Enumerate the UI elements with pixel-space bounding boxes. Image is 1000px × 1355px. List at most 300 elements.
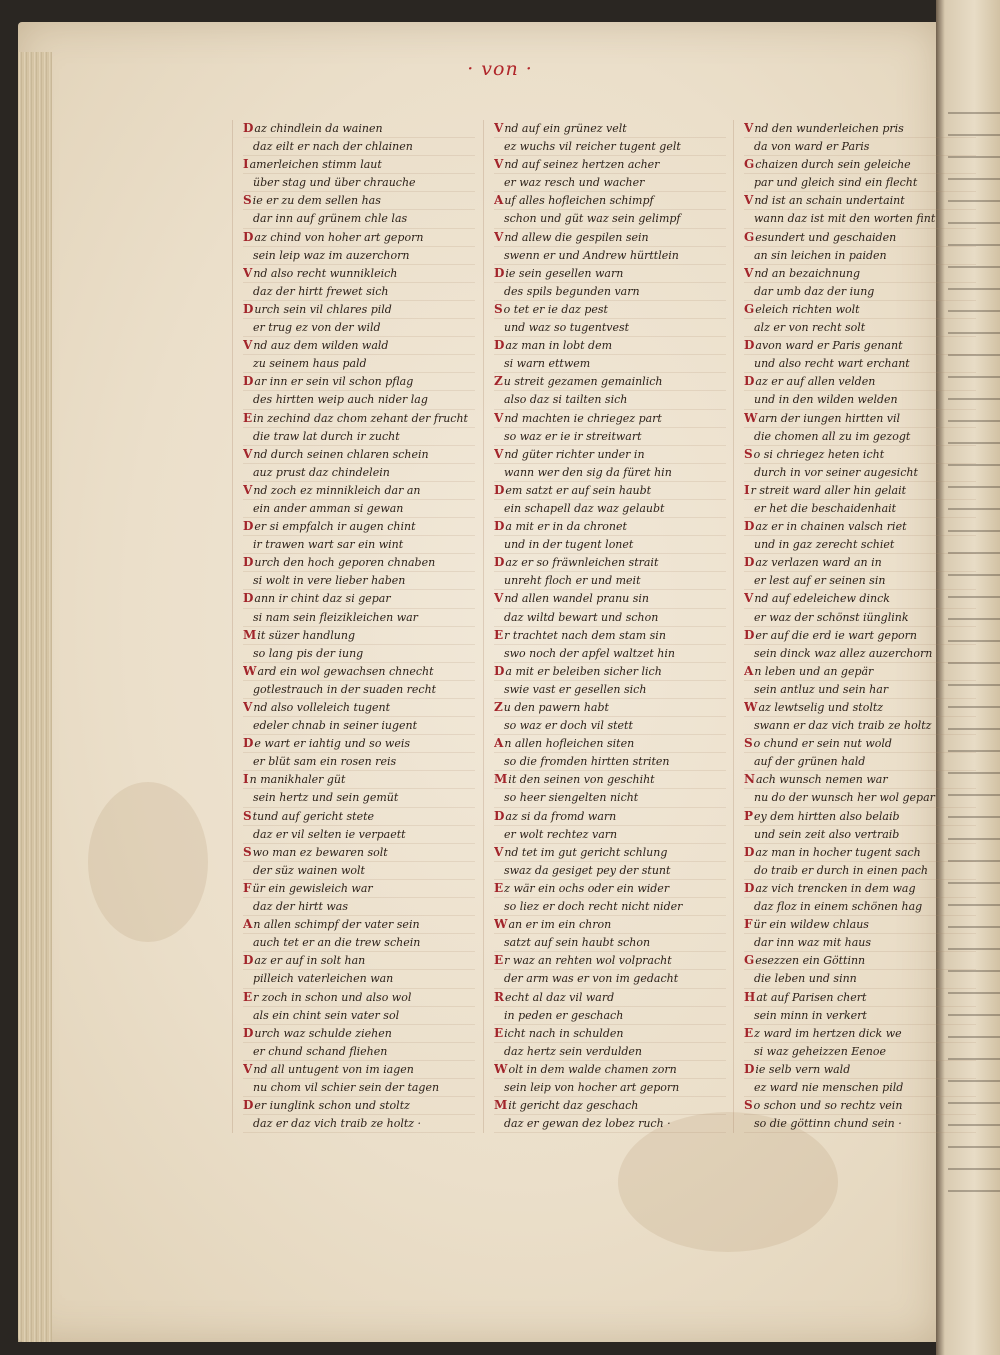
- rubric-initial: V: [243, 265, 253, 280]
- rubric-initial: D: [243, 591, 254, 606]
- verse-line: [744, 319, 976, 337]
- verse-line: [243, 536, 475, 554]
- verse-line: [243, 138, 475, 156]
- verse-text: ir trawen wart sar ein wint: [253, 538, 404, 552]
- verse-text: und waz so tugentvest: [504, 321, 630, 335]
- verse-line: [744, 500, 976, 518]
- rubric-initial: E: [243, 989, 253, 1004]
- verse-text: ie selb vern wald: [755, 1062, 851, 1076]
- verse-text: nd auf seinez hertzen acher: [504, 158, 660, 172]
- rubric-initial: V: [243, 482, 253, 497]
- verse-text: an sin leichen in paiden: [754, 248, 887, 262]
- verse-line: [494, 174, 726, 192]
- verse-line: [494, 138, 726, 156]
- rubric-initial: D: [494, 265, 505, 280]
- verse-line: [744, 717, 976, 735]
- verse-line: [494, 1025, 726, 1043]
- verse-line: [494, 789, 726, 807]
- verse-text: in zechind daz chom zehant der frucht: [253, 411, 468, 425]
- rubric-initial: D: [494, 482, 505, 497]
- verse-text: er wolt rechtez varn: [504, 827, 618, 841]
- verse-text: nd auz dem wilden wald: [253, 339, 389, 353]
- verse-text: dar umb daz der iung: [754, 284, 875, 298]
- verse-line: [243, 446, 475, 464]
- verse-line: [494, 880, 726, 898]
- verse-line: [243, 247, 475, 265]
- verse-text: und sein zeit also vertraib: [754, 827, 900, 841]
- verse-line: [494, 572, 726, 590]
- verse-text: so liez er doch recht nicht nider: [504, 900, 683, 914]
- verse-line: [744, 1007, 976, 1025]
- rubric-initial: E: [494, 627, 504, 642]
- verse-line: [243, 337, 475, 355]
- rubric-initial: W: [744, 410, 758, 425]
- verse-line: [494, 862, 726, 880]
- rubric-initial: D: [494, 808, 505, 823]
- rubric-initial: E: [243, 410, 253, 425]
- rubric-initial: D: [243, 229, 254, 244]
- rubric-initial: V: [494, 591, 504, 606]
- verse-text: az er so fräwnleichen strait: [505, 556, 659, 570]
- verse-line: [243, 880, 475, 898]
- verse-line: [494, 301, 726, 319]
- verse-line: [744, 428, 976, 446]
- verse-line: [744, 699, 976, 717]
- rubric-initial: M: [494, 1098, 508, 1113]
- verse-text: sein antluz und sein har: [754, 682, 889, 696]
- verse-line: [494, 428, 726, 446]
- verse-line: [243, 355, 475, 373]
- verse-line: [744, 627, 976, 645]
- verse-line: [243, 301, 475, 319]
- verse-line: [494, 1097, 726, 1115]
- verse-text: daz er daz vich traib ze holtz ·: [253, 1117, 422, 1131]
- verse-text: swie vast er gesellen sich: [504, 682, 647, 696]
- verse-line: [243, 210, 475, 228]
- verse-text: em satzt er auf sein haubt: [505, 483, 652, 497]
- verse-line: [494, 229, 726, 247]
- verse-text: so lang pis der iung: [253, 646, 364, 660]
- verse-text: ard ein wol gewachsen chnecht: [257, 664, 434, 678]
- verse-text: zu seinem haus pald: [253, 357, 367, 371]
- verse-line: [243, 590, 475, 608]
- verse-line: [744, 1025, 976, 1043]
- verse-line: [494, 663, 726, 681]
- verse-text: die chomen all zu im gezogt: [754, 429, 911, 443]
- rubric-initial: D: [243, 953, 254, 968]
- verse-line: [494, 681, 726, 699]
- verse-line: [744, 410, 976, 428]
- rubric-initial: A: [744, 663, 754, 678]
- verse-line: [744, 1097, 976, 1115]
- verse-text: avon ward er Paris genant: [755, 339, 903, 353]
- verse-text: az man in lobt dem: [505, 339, 613, 353]
- rubric-initial: D: [243, 1098, 254, 1113]
- verse-text: auf der grünen hald: [754, 755, 866, 769]
- verse-text: esundert und geschaiden: [755, 230, 897, 244]
- verse-text: at auf Parisen chert: [756, 990, 867, 1004]
- verse-text: wann daz ist mit den worten fint: [754, 212, 936, 226]
- verse-text: sein minn in verkert: [754, 1008, 867, 1022]
- verse-line: [744, 464, 976, 482]
- verse-line: [744, 970, 976, 988]
- rubric-initial: D: [243, 301, 254, 316]
- verse-line: [243, 373, 475, 391]
- verse-text: ach wunsch nemen war: [755, 773, 888, 787]
- rubric-initial: R: [494, 989, 504, 1004]
- rubric-initial: S: [744, 736, 753, 751]
- verse-text: er iunglink schon und stoltz: [254, 1099, 410, 1113]
- verse-text: auch tet er an die trew schein: [253, 936, 421, 950]
- verse-text: az chind von hoher art geporn: [254, 230, 424, 244]
- verse-line: [494, 265, 726, 283]
- verse-text: z wär ein ochs oder ein wider: [504, 881, 670, 895]
- rubric-initial: V: [744, 121, 754, 135]
- verse-text: nd zoch ez minnikleich dar an: [253, 483, 421, 497]
- rubric-initial: V: [744, 193, 754, 208]
- verse-line: [494, 500, 726, 518]
- verse-text: so waz er doch vil stett: [504, 719, 633, 733]
- verse-text: sein leip waz im auzerchorn: [253, 248, 410, 262]
- verse-line: [243, 681, 475, 699]
- verse-line: [494, 699, 726, 717]
- verse-line: [243, 753, 475, 771]
- verse-line: [744, 572, 976, 590]
- rubric-initial: D: [243, 1025, 254, 1040]
- verse-text: n leben und an gepär: [754, 664, 874, 678]
- verse-text: si wolt in vere lieber haben: [253, 574, 406, 588]
- verse-text: ar inn er sein vil schon pflag: [254, 375, 414, 389]
- verse-text: r zoch in schon und also wol: [253, 990, 412, 1004]
- verse-text: des spils begunden varn: [504, 284, 640, 298]
- verse-text: er si empfalch ir augen chint: [254, 520, 416, 534]
- verse-line: [243, 1007, 475, 1025]
- verse-text: it süzer handlung: [257, 628, 356, 642]
- rubric-initial: E: [744, 1025, 754, 1040]
- verse-line: [494, 627, 726, 645]
- verse-text: die traw lat durch ir zucht: [253, 429, 400, 443]
- verse-line: [243, 174, 475, 192]
- verse-text: nd ist an schain undertaint: [754, 194, 905, 208]
- page-heading: · von ·: [467, 58, 533, 80]
- rubric-initial: D: [494, 519, 505, 534]
- verse-line: [494, 609, 726, 627]
- verse-line: [744, 1115, 976, 1133]
- verse-text: ey dem hirtten also belaib: [754, 809, 900, 823]
- verse-line: [744, 663, 976, 681]
- verse-line: [243, 789, 475, 807]
- verse-line: [744, 301, 976, 319]
- verse-line: [744, 1079, 976, 1097]
- rubric-initial: D: [243, 374, 254, 389]
- rubric-initial: V: [494, 157, 504, 172]
- verse-line: [744, 174, 976, 192]
- verse-text: und in gaz zerecht schiet: [754, 538, 895, 552]
- verse-text: nd tet im gut gericht schlung: [504, 845, 668, 859]
- verse-line: [744, 391, 976, 409]
- rubric-initial: I: [243, 157, 249, 172]
- verse-line: [744, 247, 976, 265]
- verse-line: [744, 771, 976, 789]
- verse-text: daz er gewan dez lobez ruch ·: [504, 1117, 671, 1131]
- verse-text: durch in vor seiner augesicht: [754, 465, 918, 479]
- verse-text: r streit ward aller hin gelait: [750, 483, 907, 497]
- verse-text: par und gleich sind ein flecht: [754, 176, 918, 190]
- rubric-initial: S: [744, 446, 753, 461]
- verse-line: [243, 952, 475, 970]
- verse-text: do traib er durch in einen pach: [754, 863, 928, 877]
- verse-line: [494, 898, 726, 916]
- verse-line: [744, 536, 976, 554]
- verse-line: [744, 210, 976, 228]
- verse-text: sein dinck waz allez auzerchorn: [754, 646, 933, 660]
- verse-line: [744, 590, 976, 608]
- verse-line: [744, 735, 976, 753]
- rubric-initial: D: [494, 663, 505, 678]
- verse-line: [744, 1043, 976, 1061]
- verse-line: [744, 609, 976, 627]
- verse-text: daz hertz sein verdulden: [504, 1044, 642, 1058]
- rubric-initial: I: [243, 772, 249, 787]
- rubric-initial: F: [243, 880, 252, 895]
- verse-text: az er auf allen velden: [755, 375, 876, 389]
- verse-text: und in den wilden welden: [754, 393, 898, 407]
- verse-text: u den pawern habt: [503, 701, 609, 714]
- verse-text: a mit er beleiben sicher lich: [505, 664, 662, 678]
- verse-text: und also recht wart erchant: [754, 357, 910, 371]
- verse-text: ein schapell daz waz gelaubt: [504, 501, 665, 515]
- verse-text: ez wuchs vil reicher tugent gelt: [504, 140, 681, 154]
- verse-line: [744, 554, 976, 572]
- verse-line: [744, 681, 976, 699]
- verse-line: [243, 970, 475, 988]
- rubric-initial: D: [494, 338, 505, 353]
- verse-text: wann wer den sig da füret hin: [504, 465, 672, 479]
- rubric-initial: A: [494, 736, 504, 751]
- verse-line: [744, 229, 976, 247]
- rubric-initial: W: [494, 1061, 508, 1076]
- rubric-initial: I: [744, 482, 750, 497]
- verse-line: [744, 952, 976, 970]
- verse-text: dar inn waz mit haus: [754, 936, 872, 950]
- rubric-initial: W: [494, 917, 508, 932]
- rubric-initial: E: [494, 953, 504, 968]
- rubric-initial: D: [744, 338, 755, 353]
- rubric-initial: V: [494, 844, 504, 859]
- verse-line: [744, 192, 976, 210]
- verse-line: [243, 283, 475, 301]
- verse-line: [494, 373, 726, 391]
- verse-line: [243, 735, 475, 753]
- verse-line: [243, 428, 475, 446]
- verse-text: az verlazen ward an in: [755, 556, 882, 570]
- verse-text: nd an bezaichnung: [754, 266, 861, 280]
- rubric-initial: V: [243, 1061, 253, 1076]
- verse-text: daz der hirtt was: [253, 900, 349, 914]
- verse-line: [744, 518, 976, 536]
- text-column-1: [232, 120, 475, 1133]
- verse-line: [243, 518, 475, 536]
- verse-line: [744, 283, 976, 301]
- verse-text: er het die beschaidenhait: [754, 501, 897, 515]
- verse-line: [744, 265, 976, 283]
- verse-line: [243, 482, 475, 500]
- verse-text: nd machten ie chriegez part: [504, 411, 662, 425]
- rubric-initial: V: [243, 338, 253, 353]
- verse-line: [494, 210, 726, 228]
- verse-line: [494, 808, 726, 826]
- rubric-initial: V: [243, 700, 253, 714]
- rubric-initial: G: [744, 229, 755, 244]
- verse-line: [243, 1061, 475, 1079]
- verse-text: nu chom vil schier sein der tagen: [253, 1080, 440, 1094]
- verse-text: az vich trencken in dem wag: [755, 881, 916, 895]
- verse-line: [243, 554, 475, 572]
- text-column-3: [733, 120, 976, 1133]
- rubric-initial: M: [494, 772, 508, 787]
- verse-text: daz der hirtt frewet sich: [253, 284, 389, 298]
- rubric-initial: D: [744, 1061, 755, 1076]
- verse-line: [243, 1025, 475, 1043]
- verse-text: er auf die erd ie wart geporn: [755, 628, 917, 642]
- verse-line: [243, 609, 475, 627]
- rubric-initial: S: [243, 808, 252, 823]
- verse-line: [494, 446, 726, 464]
- verse-line: [494, 156, 726, 174]
- verse-text: it gericht daz geschach: [508, 1099, 639, 1113]
- rubric-initial: W: [243, 663, 257, 678]
- rubric-initial: D: [744, 374, 755, 389]
- verse-text: si warn ettwem: [504, 357, 591, 371]
- verse-line: [744, 789, 976, 807]
- rubric-initial: A: [243, 917, 253, 932]
- verse-text: so die fromden hirtten striten: [504, 755, 670, 769]
- verse-line: [243, 265, 475, 283]
- verse-line: [744, 645, 976, 663]
- verse-text: ie sein gesellen warn: [505, 266, 624, 280]
- rubric-initial: S: [243, 844, 252, 859]
- verse-line: [243, 699, 475, 717]
- verse-text: az si da fromd warn: [505, 809, 617, 823]
- verse-text: nd all untugent von im iagen: [253, 1062, 414, 1076]
- page-edges: [18, 52, 52, 1342]
- verse-line: [243, 500, 475, 518]
- verse-text: r waz an rehten wol volpracht: [504, 954, 672, 968]
- verse-text: edeler chnab in seiner iugent: [253, 719, 418, 733]
- verse-text: az lewtselig und stoltz: [758, 701, 884, 714]
- verse-text: er lest auf er seinen sin: [754, 574, 886, 588]
- verse-line: [744, 934, 976, 952]
- verse-text: swo noch der apfel waltzet hin: [504, 646, 675, 660]
- verse-text: z ward im hertzen dick we: [754, 1026, 902, 1040]
- verse-text: nd also recht wunnikleich: [253, 266, 398, 280]
- verse-line: [494, 536, 726, 554]
- rubric-initial: G: [744, 157, 755, 172]
- verse-line: [744, 482, 976, 500]
- verse-text: er chund schand fliehen: [253, 1044, 388, 1058]
- verse-text: si nam sein fleizikleichen war: [253, 610, 418, 624]
- verse-line: [494, 464, 726, 482]
- rubric-initial: W: [744, 700, 758, 714]
- verse-line: [744, 156, 976, 174]
- verse-line: [243, 229, 475, 247]
- rubric-initial: V: [744, 591, 754, 606]
- verse-text: daz floz in einem schönen hag: [754, 900, 923, 914]
- verse-line: [494, 1079, 726, 1097]
- verse-line: [243, 645, 475, 663]
- verse-line: [243, 898, 475, 916]
- verse-line: [494, 844, 726, 862]
- verse-line: [494, 391, 726, 409]
- verse-line: [744, 753, 976, 771]
- verse-text: ann ir chint daz si gepar: [254, 592, 391, 606]
- rubric-initial: D: [243, 736, 254, 751]
- verse-line: [494, 970, 726, 988]
- rubric-initial: Z: [494, 700, 503, 714]
- verse-text: nd allen wandel pranu sin: [504, 592, 650, 606]
- verse-text: urch sein vil chlares pild: [254, 302, 392, 316]
- rubric-initial: P: [744, 808, 754, 823]
- verse-text: sein leip von hocher art geporn: [504, 1080, 680, 1094]
- verse-line: [243, 771, 475, 789]
- verse-text: eleich richten wolt: [755, 302, 860, 316]
- verse-text: in peden er geschach: [504, 1008, 624, 1022]
- rubric-initial: D: [744, 844, 755, 859]
- verse-text: unreht floch er und meit: [504, 574, 641, 588]
- verse-line: [494, 590, 726, 608]
- verse-text: swenn er und Andrew hürttlein: [504, 248, 679, 262]
- verse-line: [494, 952, 726, 970]
- verse-text: ein ander amman si gewan: [253, 501, 404, 515]
- verse-line: [494, 192, 726, 210]
- verse-text: swann er daz vich traib ze holtz: [754, 719, 932, 733]
- verse-text: nd auf edeleichew dinck: [754, 592, 890, 606]
- verse-line: [243, 989, 475, 1007]
- verse-text: pilleich vaterleichen wan: [253, 972, 394, 986]
- verse-text: als ein chint sein vater sol: [253, 1008, 400, 1022]
- verse-text: urch waz schulde ziehen: [254, 1026, 392, 1040]
- verse-text: esezzen ein Göttinn: [755, 954, 866, 968]
- rubric-initial: F: [744, 917, 753, 932]
- verse-line: [744, 808, 976, 826]
- verse-text: swaz da gesiget pey der stunt: [504, 863, 671, 877]
- verse-line: [243, 319, 475, 337]
- rubric-initial: D: [494, 555, 505, 570]
- verse-text: tund auf gericht stete: [252, 809, 375, 823]
- verse-line: [243, 934, 475, 952]
- rubric-initial: G: [744, 953, 755, 968]
- verse-text: satzt auf sein haubt schon: [504, 936, 651, 950]
- verse-text: wo man ez bewaren solt: [252, 845, 388, 859]
- verse-text: az chindlein da wainen: [254, 122, 383, 135]
- verse-line: [494, 410, 726, 428]
- verse-text: arn der iungen hirtten vil: [758, 411, 901, 425]
- rubric-initial: Z: [494, 374, 503, 389]
- rubric-initial: M: [243, 627, 257, 642]
- verse-line: [744, 989, 976, 1007]
- verse-line: [744, 355, 976, 373]
- verse-line: [494, 337, 726, 355]
- verse-text: ür ein gewisleich war: [252, 881, 373, 895]
- verse-text: über stag und über chrauche: [253, 176, 416, 190]
- rubric-initial: D: [744, 519, 755, 534]
- verse-line: [744, 880, 976, 898]
- verse-line: [494, 120, 726, 138]
- verse-text: so waz er ie ir streitwart: [504, 429, 642, 443]
- verse-line: [243, 1079, 475, 1097]
- verse-text: dar inn auf grünem chle las: [253, 212, 408, 226]
- verse-line: [494, 989, 726, 1007]
